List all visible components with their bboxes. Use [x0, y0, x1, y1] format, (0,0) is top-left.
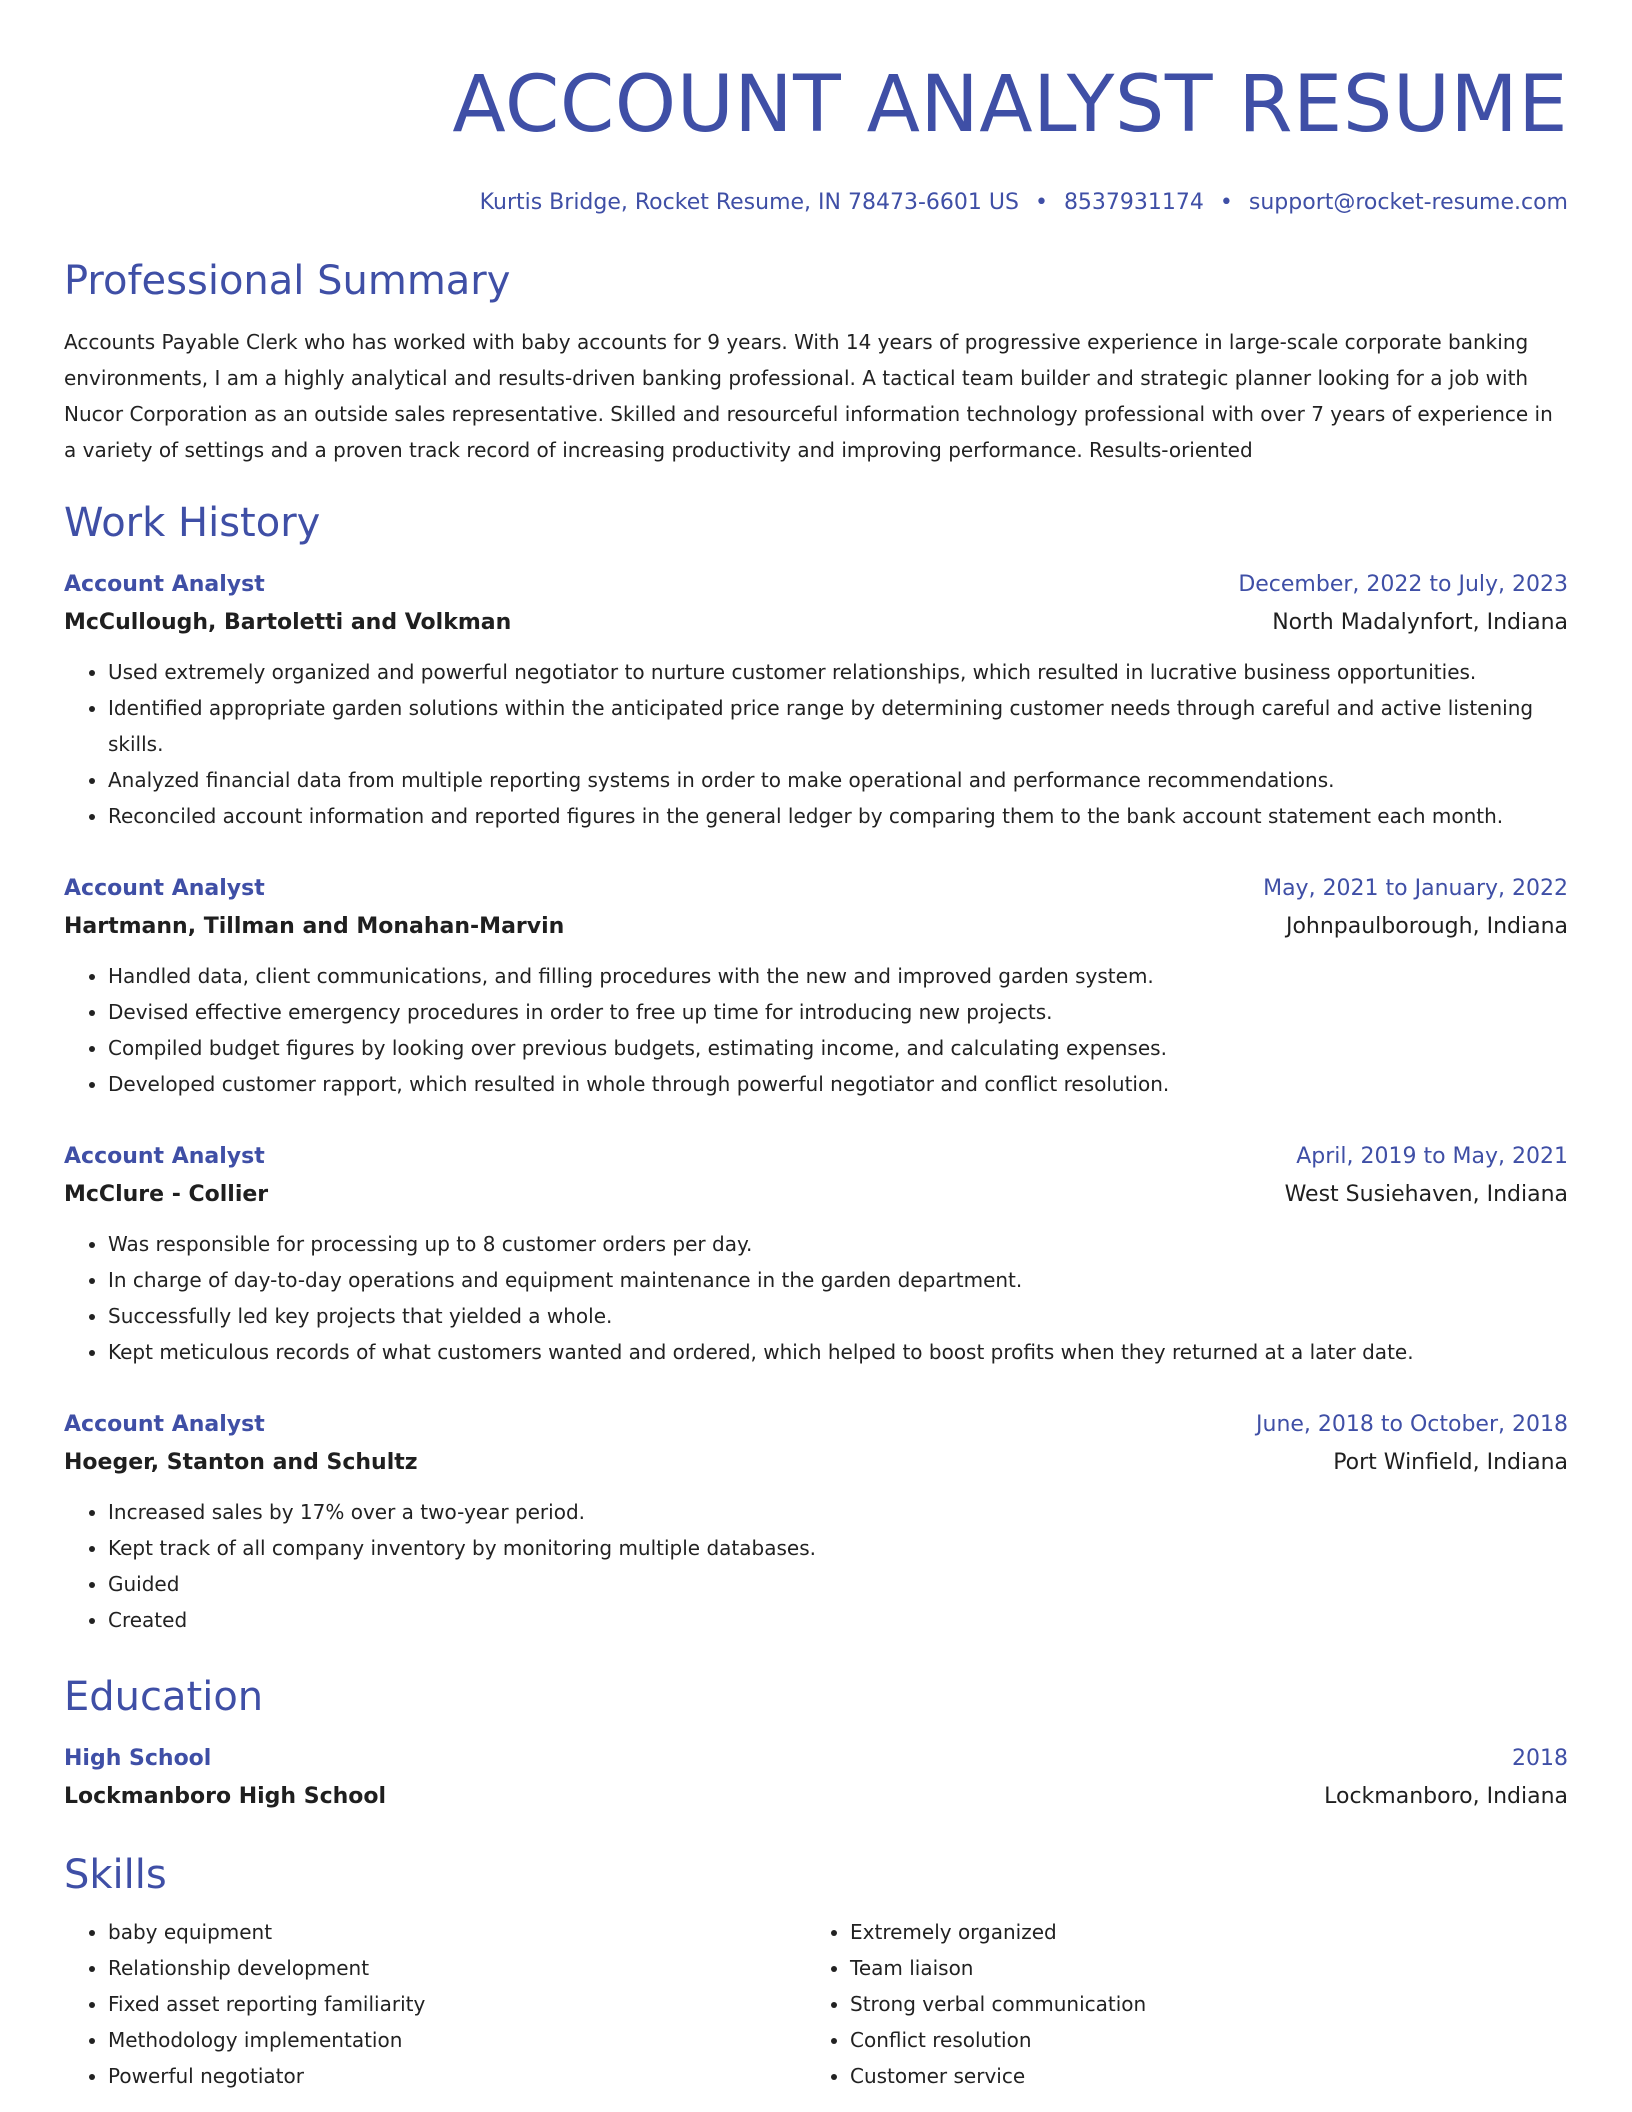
job-bullet: • Was responsible for processing up to 8 customer orders per day.: [108, 1226, 1568, 1262]
skill-item: • Conflict resolution: [850, 2022, 1548, 2058]
skill-item: • Customer service: [850, 2058, 1548, 2094]
job-title: Account Analyst: [64, 572, 265, 597]
job-bullets: [64, 958, 1568, 1102]
job-bullet: • Analyzed financial data from multiple reporting systems in order to make operational and performance recommendations.: [108, 762, 1568, 798]
job-entry: [64, 870, 1568, 1102]
job-dates: April, 2019 to May, 2021: [1296, 1144, 1568, 1169]
skill-item: • Methodology implementation: [108, 2022, 806, 2058]
job-bullet: • Created: [108, 1602, 1568, 1638]
job-location: West Susiehaven, Indiana: [1284, 1182, 1568, 1207]
education-year: 2018: [1512, 1746, 1568, 1771]
job-company: McCullough, Bartoletti and Volkman: [64, 610, 512, 635]
job-bullet: • Kept track of all company inventory by monitoring multiple databases.: [108, 1530, 1568, 1566]
education-heading: Education: [64, 1674, 264, 1720]
job-company: Hartmann, Tillman and Monahan-Marvin: [64, 914, 565, 939]
job-title: Account Analyst: [64, 1412, 265, 1437]
job-bullets: [64, 654, 1568, 834]
job-bullet: • Kept meticulous records of what customers wanted and ordered, which helped to boost profits when they returned at a later date.: [108, 1334, 1568, 1370]
resume-title: ACCOUNT ANALYST RESUME: [452, 60, 1568, 150]
skills-heading: Skills: [64, 1852, 167, 1898]
job-bullet: • Compiled budget figures by looking over previous budgets, estimating income, and calculating expenses.: [108, 1030, 1568, 1066]
contact-email: support@rocket-resume.com: [1248, 190, 1568, 215]
skill-item: • baby equipment: [108, 1914, 806, 1950]
job-bullet: • Guided: [108, 1566, 1568, 1602]
job-bullet: • In charge of day-to-day operations and equipment maintenance in the garden department.: [108, 1262, 1568, 1298]
job-entry: [64, 1406, 1568, 1638]
skill-item: • Extremely organized: [850, 1914, 1548, 1950]
contact-address: Kurtis Bridge, Rocket Resume, IN 78473-6601 US: [479, 190, 1019, 215]
job-bullet: • Used extremely organized and powerful negotiator to nurture customer relationships, which resulted in lucrative business opportunities.: [108, 654, 1568, 690]
education-location: Lockmanboro, Indiana: [1324, 1784, 1568, 1809]
skill-item: • Powerful negotiator: [108, 2058, 806, 2094]
skill-item: • Team liaison: [850, 1950, 1548, 1986]
job-bullet: • Increased sales by 17% over a two-year period.: [108, 1494, 1568, 1530]
job-company: Hoeger, Stanton and Schultz: [64, 1450, 418, 1475]
contact-line: [64, 188, 1568, 218]
contact-phone: 8537931174: [1063, 190, 1204, 215]
job-dates: June, 2018 to October, 2018: [1256, 1412, 1568, 1437]
job-location: Port Winfield, Indiana: [1333, 1450, 1568, 1475]
job-entry: [64, 1138, 1568, 1370]
contact-separator: •: [1034, 190, 1048, 215]
job-bullet: • Developed customer rapport, which resulted in whole through powerful negotiator and conflict resolution.: [108, 1066, 1568, 1102]
contact-separator: •: [1219, 190, 1233, 215]
skill-item: • Relationship development: [108, 1950, 806, 1986]
job-bullets: [64, 1494, 1568, 1638]
skills-column-left: [64, 1914, 806, 2094]
job-company: McClure - Collier: [64, 1182, 269, 1207]
job-bullet: • Successfully led key projects that yielded a whole.: [108, 1298, 1568, 1334]
education-degree: High School: [64, 1746, 212, 1771]
job-bullet: • Devised effective emergency procedures in order to free up time for introducing new projects.: [108, 994, 1568, 1030]
summary-heading: Professional Summary: [64, 258, 511, 304]
job-dates: May, 2021 to January, 2022: [1263, 876, 1568, 901]
job-location: North Madalynfort, Indiana: [1272, 610, 1568, 635]
resume-page: [64, 0, 1568, 2094]
job-bullet: • Identified appropriate garden solutions within the anticipated price range by determining customer needs through careful and active listening skills.: [108, 690, 1568, 762]
job-entry: [64, 566, 1568, 834]
job-title: Account Analyst: [64, 1144, 265, 1169]
work-history-heading: Work History: [64, 500, 321, 546]
skill-item: • Fixed asset reporting familiarity: [108, 1986, 806, 2022]
job-location: Johnpaulborough, Indiana: [1285, 914, 1568, 939]
job-bullet: • Handled data, client communications, and filling procedures with the new and improved garden system.: [108, 958, 1568, 994]
skill-item: • Strong verbal communication: [850, 1986, 1548, 2022]
skills-column-right: [806, 1914, 1548, 2094]
job-title: Account Analyst: [64, 876, 265, 901]
skills-list: [64, 1914, 1568, 2094]
education-entry: [64, 1740, 1568, 1816]
summary-text: Accounts Payable Clerk who has worked with baby accounts for 9 years. With 14 years of progressive experience in large-scale corporate banking environments, I am a highly analytical and results-driven banking professional. A tactical team builder and strategic planner looking for a job with Nucor Corporation as an outside sales representative. Skilled and resourceful information technology professional with over 7 years of experience in a variety of settings and a proven track record of increasing productivity and improving performance. Results-oriented: [64, 330, 1553, 462]
job-bullet: • Reconciled account information and reported figures in the general ledger by comparing them to the bank account statement each month.: [108, 798, 1568, 834]
job-bullets: [64, 1226, 1568, 1370]
education-school: Lockmanboro High School: [64, 1784, 387, 1809]
job-dates: December, 2022 to July, 2023: [1238, 572, 1568, 597]
